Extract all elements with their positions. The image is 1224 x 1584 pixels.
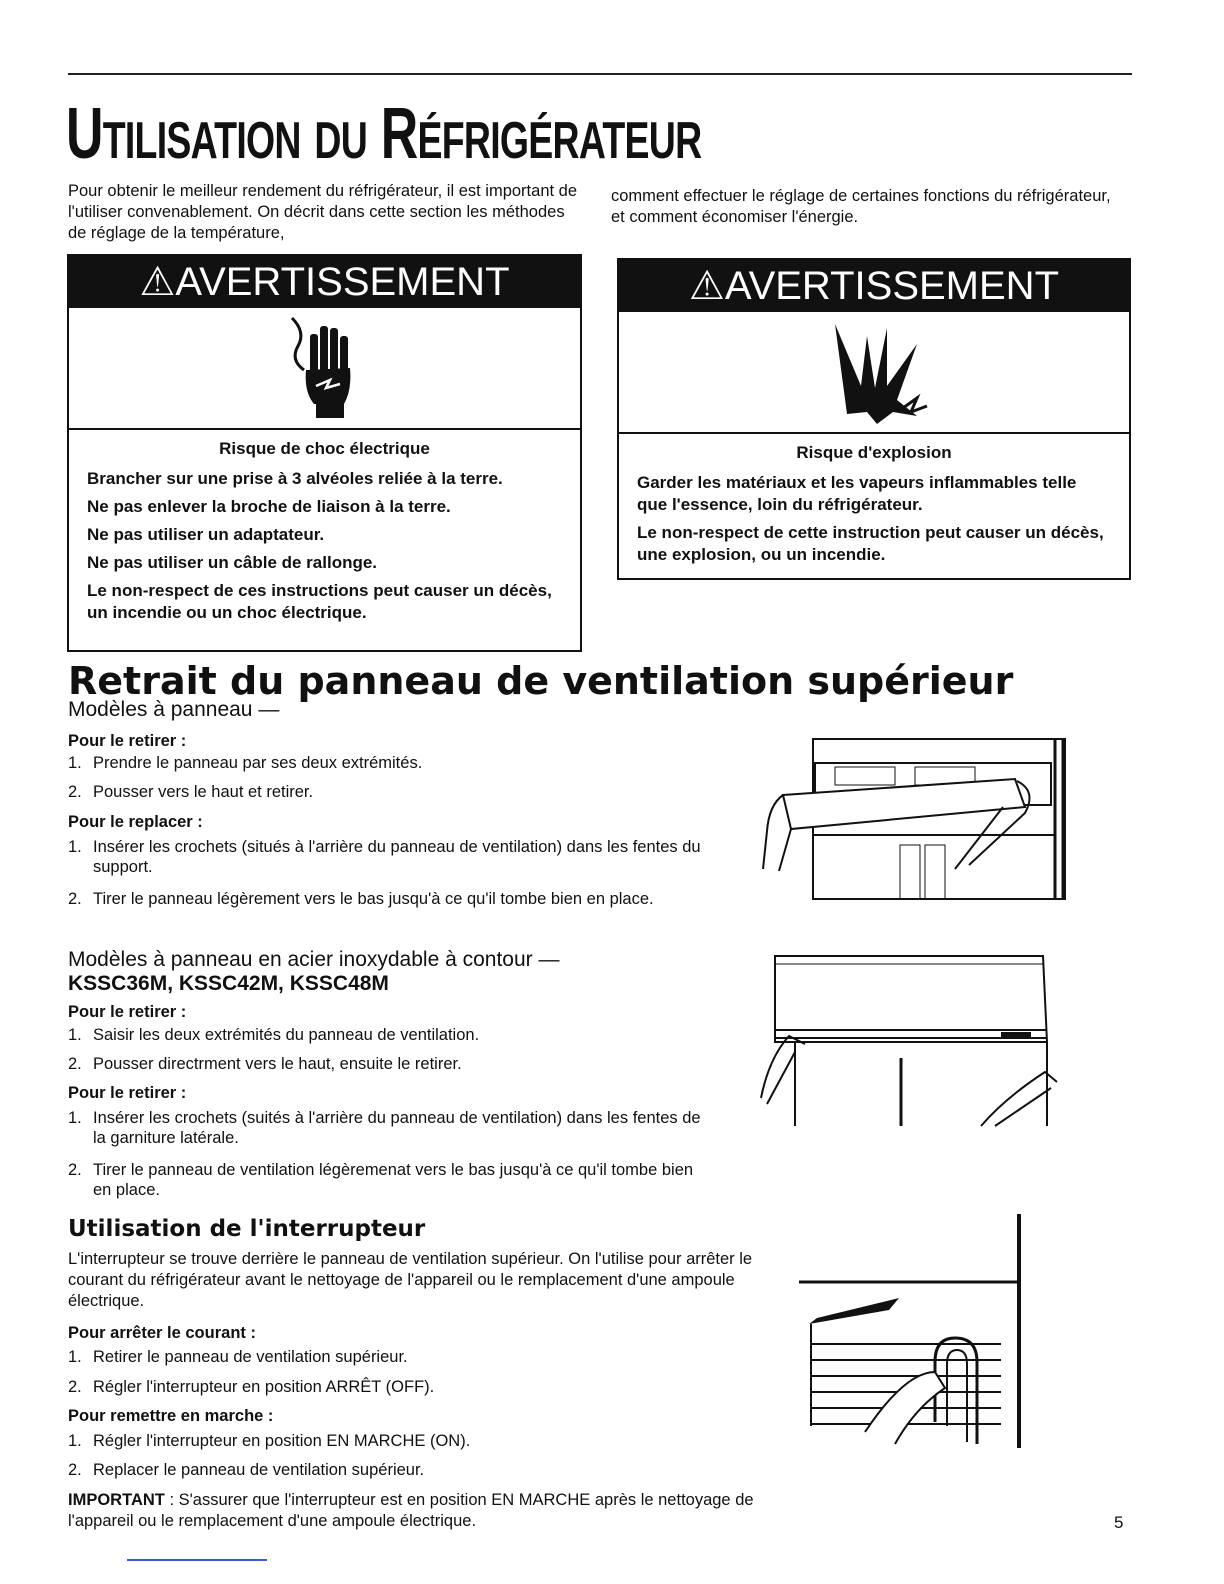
warning-line: Le non-respect de ces instructions peut causer un décès, un incendie ou un choc électrique. xyxy=(87,581,552,622)
warning-line: Ne pas utiliser un câble de rallonge. xyxy=(87,553,378,572)
remove-label: Pour le retirer : xyxy=(68,1003,187,1021)
warning-body xyxy=(69,430,580,624)
warning-heading: ⚠AVERTISSEMENT xyxy=(619,260,1129,312)
warning-body xyxy=(619,434,1129,566)
on-label: Pour remettre en marche : xyxy=(68,1407,274,1425)
warning-box-explosion xyxy=(617,258,1131,580)
warning-box-shock xyxy=(67,254,582,652)
warning-risk-title: Risque d'explosion xyxy=(796,443,952,462)
section-title-switch: Utilisation de l'interrupteur xyxy=(68,1216,426,1242)
warning-heading: ⚠AVERTISSEMENT xyxy=(69,256,580,308)
steel-models-subtitle: Modèles à panneau en acier inoxydable à contour — xyxy=(68,948,560,971)
warning-icon-area xyxy=(69,308,580,430)
warning-line: Garder les matériaux et les vapeurs inflammables telle que l'essence, loin du réfrigérateur. xyxy=(637,473,1077,514)
page-title: UTILISATION DU RÉFRIGÉRATEUR xyxy=(66,94,702,174)
warning-line: Le non-respect de cette instruction peut causer un décès, une explosion, ou un incendie. xyxy=(637,523,1104,564)
panel-removal-illustration xyxy=(755,735,1075,905)
electric-shock-hand-icon xyxy=(284,312,364,422)
replace-label: Pour le replacer : xyxy=(68,813,203,831)
panel-models-subtitle: Modèles à panneau — xyxy=(68,698,280,721)
page-number: 5 xyxy=(1114,1513,1124,1532)
warning-icon-area xyxy=(619,312,1129,434)
warning-line: Brancher sur une prise à 3 alvéoles reliée à la terre. xyxy=(87,469,503,488)
section-title-vent: Retrait du panneau de ventilation supérieur xyxy=(68,659,1014,703)
switch-illustration xyxy=(795,1212,1045,1452)
bottom-rule xyxy=(127,1559,267,1561)
warning-risk-title: Risque de choc électrique xyxy=(219,439,430,458)
warning-triangle-icon: ⚠ xyxy=(139,260,176,304)
intro-col-2: comment effectuer le réglage de certaines fonctions du réfrigérateur, et comment économiser l'énergie. xyxy=(611,187,1111,226)
warning-line: Ne pas utiliser un adaptateur. xyxy=(87,525,325,544)
top-rule xyxy=(68,73,1132,75)
remove-label: Pour le retirer : xyxy=(68,732,187,750)
explosion-icon xyxy=(817,316,937,428)
important-note: IMPORTANT : S'assurer que l'interrupteur est en position EN MARCHE après le nettoyage de l'appareil ou le remplacement d'une ampoule électrique. xyxy=(68,1491,754,1530)
intro-col-1: Pour obtenir le meilleur rendement du réfrigérateur, il est important de l'utiliser convenablement. On décrit dans cette section les méthodes de réglage de la température, xyxy=(68,182,578,242)
model-numbers: KSSC36M, KSSC42M, KSSC48M xyxy=(68,972,389,995)
warning-line: Ne pas enlever la broche de liaison à la terre. xyxy=(87,497,451,516)
replace-label: Pour le retirer : xyxy=(68,1084,187,1102)
warning-triangle-icon: ⚠ xyxy=(689,264,725,308)
steel-panel-illustration xyxy=(755,948,1065,1128)
off-label: Pour arrêter le courant : xyxy=(68,1324,256,1342)
switch-description: L'interrupteur se trouve derrière le panneau de ventilation supérieur. On l'utilise pour arrêter le courant du réfrigérateur avant le nettoyage de l'appareil ou le remplacement d'une ampoule électrique. xyxy=(68,1250,753,1310)
